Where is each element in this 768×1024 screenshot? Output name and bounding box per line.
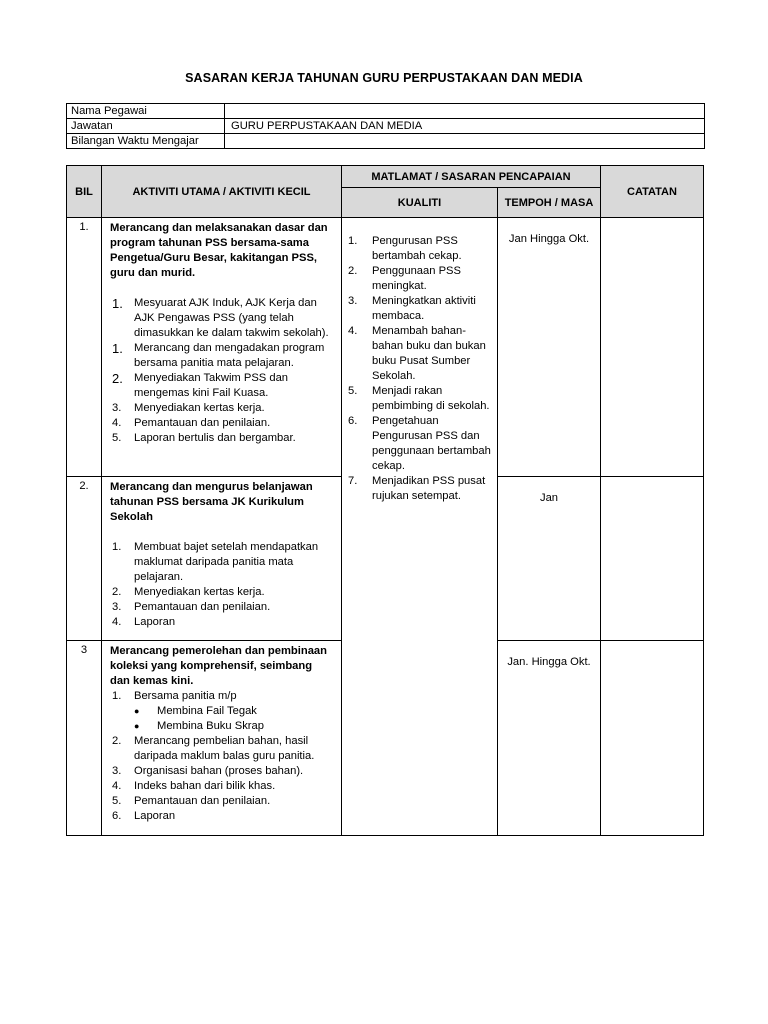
- info-value[interactable]: GURU PERPUSTAKAAN DAN MEDIA: [225, 119, 705, 134]
- row-number: 3: [67, 641, 102, 836]
- activity-cell: [102, 477, 342, 641]
- item-text: Menjadi rakan pembimbing di sekolah.: [372, 385, 490, 412]
- item-number: 6.: [348, 415, 358, 427]
- list-item: [110, 689, 333, 704]
- list-item: [110, 779, 333, 794]
- item-text: Pengurusan PSS bertambah cekap.: [372, 235, 462, 262]
- item-text: Menambah bahan-bahan buku dan bukan buku Pusat Sumber Sekolah.: [372, 325, 486, 382]
- item-number: 1.: [112, 690, 122, 702]
- item-text: Pemantauan dan penilaian.: [134, 601, 271, 613]
- activity-list: [110, 734, 333, 824]
- item-number: 7.: [348, 475, 358, 487]
- activity-heading: Merancang dan melaksanakan dasar dan program tahunan PSS bersama-sama Pengetua/Guru Besar, kakitangan PSS, guru dan murid.: [110, 222, 328, 279]
- info-label: Nama Pegawai: [67, 104, 225, 119]
- row-number: 1.: [67, 218, 102, 477]
- header-bil: BIL: [67, 166, 102, 218]
- item-number: 5.: [112, 795, 122, 807]
- info-value[interactable]: [225, 104, 705, 119]
- item-number: 3.: [348, 295, 358, 307]
- header-aktiviti: AKTIVITI UTAMA / AKTIVITI KECIL: [102, 166, 342, 218]
- list-item: [110, 615, 333, 630]
- activity-heading: Merancang dan mengurus belanjawan tahunan PSS bersama JK Kurikulum Sekolah: [110, 481, 313, 523]
- document-title: SASARAN KERJA TAHUNAN GURU PERPUSTAKAAN DAN MEDIA: [185, 71, 583, 85]
- list-item: [110, 585, 333, 600]
- list-item: [348, 264, 491, 294]
- catatan-cell[interactable]: [601, 477, 704, 641]
- list-item: [110, 764, 333, 779]
- bullet-icon: ●: [134, 706, 140, 716]
- work-target-table: [66, 165, 704, 836]
- header-row: [67, 166, 704, 188]
- item-number: 1.: [348, 235, 358, 247]
- item-number: 1.: [112, 296, 123, 311]
- item-text: Pemantauan dan penilaian.: [134, 417, 271, 429]
- item-text: Membuat bajet setelah mendapatkan maklumat daripada panitia mata pelajaran.: [134, 541, 319, 583]
- catatan-cell[interactable]: [601, 641, 704, 836]
- item-text: Merancang dan mengadakan program bersama panitia mata pelajaran.: [134, 342, 325, 369]
- info-value[interactable]: [225, 134, 705, 149]
- quality-cell: [342, 218, 498, 836]
- item-text: Menjadikan PSS pusat rujukan setempat.: [372, 475, 486, 502]
- item-text: Pemantauan dan penilaian.: [134, 795, 271, 807]
- table-row: [67, 218, 704, 477]
- item-number: 3.: [112, 765, 122, 777]
- bullet-item: [110, 704, 333, 719]
- list-item: [110, 794, 333, 809]
- header-catatan: CATATAN: [601, 166, 704, 218]
- activity-cell: [102, 218, 342, 477]
- item-number: 4.: [112, 417, 122, 429]
- list-item: [110, 600, 333, 615]
- item-text: Merancang pembelian bahan, hasil daripada maklum balas guru panitia.: [134, 735, 315, 762]
- item-number: 3.: [112, 402, 122, 414]
- item-number: 4.: [348, 325, 358, 337]
- item-number: 2.: [112, 371, 123, 386]
- info-label: Jawatan: [67, 119, 225, 134]
- item-text: Indeks bahan dari bilik khas.: [134, 780, 276, 792]
- activity-list: [110, 296, 333, 446]
- info-row-position: [67, 119, 705, 134]
- list-item: [348, 234, 491, 264]
- list-item: [110, 431, 333, 446]
- bullet-icon: ●: [134, 721, 140, 731]
- item-text: Menyediakan kertas kerja.: [134, 402, 265, 414]
- header-matlamat: MATLAMAT / SASARAN PENCAPAIAN: [342, 166, 601, 188]
- catatan-cell[interactable]: [601, 218, 704, 477]
- item-text: Laporan bertulis dan bergambar.: [134, 432, 296, 444]
- item-text: Laporan: [134, 810, 176, 822]
- tempoh-cell: Jan. Hingga Okt.: [498, 641, 601, 836]
- header-tempoh: TEMPOH / MASA: [498, 188, 601, 218]
- list-item: [110, 371, 333, 401]
- list-item: [110, 540, 333, 585]
- item-number: 2.: [348, 265, 358, 277]
- bullet-item: [110, 719, 333, 734]
- tempoh-cell: Jan: [498, 477, 601, 641]
- item-text: Laporan: [134, 616, 176, 628]
- item-number: 2.: [112, 735, 122, 747]
- info-row-teaching-hours: [67, 134, 705, 149]
- bullet-list: [110, 704, 333, 734]
- item-text: Meningkatkan aktiviti membaca.: [372, 295, 476, 322]
- item-text: Mesyuarat AJK Induk, AJK Kerja dan AJK Pengawas PSS (yang telah dimasukkan ke dalam takwim sekolah).: [134, 297, 329, 339]
- item-number: 1.: [112, 341, 123, 356]
- info-label: Bilangan Waktu Mengajar: [67, 134, 225, 149]
- header-kualiti: KUALITI: [342, 188, 498, 218]
- quality-list: [348, 234, 491, 504]
- list-item: [110, 341, 333, 371]
- list-item: [348, 324, 491, 384]
- item-text: Menyediakan Takwim PSS dan mengemas kini Fail Kuasa.: [134, 372, 289, 399]
- item-number: 4.: [112, 780, 122, 792]
- list-item: [110, 734, 333, 764]
- activity-list: [110, 689, 333, 704]
- activity-heading: Merancang pemerolehan dan pembinaan koleksi yang komprehensif, seimbang dan kemas kini.: [110, 645, 327, 687]
- item-text: Menyediakan kertas kerja.: [134, 586, 265, 598]
- list-item: [110, 401, 333, 416]
- activity-list: [110, 540, 333, 630]
- item-text: Organisasi bahan (proses bahan).: [134, 765, 304, 777]
- list-item: [348, 474, 491, 504]
- item-text: Membina Fail Tegak: [157, 705, 257, 717]
- item-text: Membina Buku Skrap: [157, 720, 264, 732]
- list-item: [348, 384, 491, 414]
- list-item: [348, 414, 491, 474]
- list-item: [110, 296, 333, 341]
- info-row-name: [67, 104, 705, 119]
- item-number: 6.: [112, 810, 122, 822]
- item-number: 3.: [112, 601, 122, 613]
- list-item: [348, 294, 491, 324]
- list-item: [110, 416, 333, 431]
- item-number: 1.: [112, 541, 122, 553]
- item-text: Bersama panitia m/p: [134, 690, 237, 702]
- item-number: 5.: [112, 432, 122, 444]
- employee-info-table: [66, 103, 705, 149]
- item-number: 2.: [112, 586, 122, 598]
- list-item: [110, 809, 333, 824]
- item-number: 5.: [348, 385, 358, 397]
- item-text: Penggunaan PSS meningkat.: [372, 265, 461, 292]
- item-text: Pengetahuan Pengurusan PSS dan penggunaan bertambah cekap.: [372, 415, 491, 472]
- row-number: 2.: [67, 477, 102, 641]
- activity-cell: [102, 641, 342, 836]
- tempoh-cell: Jan Hingga Okt.: [498, 218, 601, 477]
- item-number: 4.: [112, 616, 122, 628]
